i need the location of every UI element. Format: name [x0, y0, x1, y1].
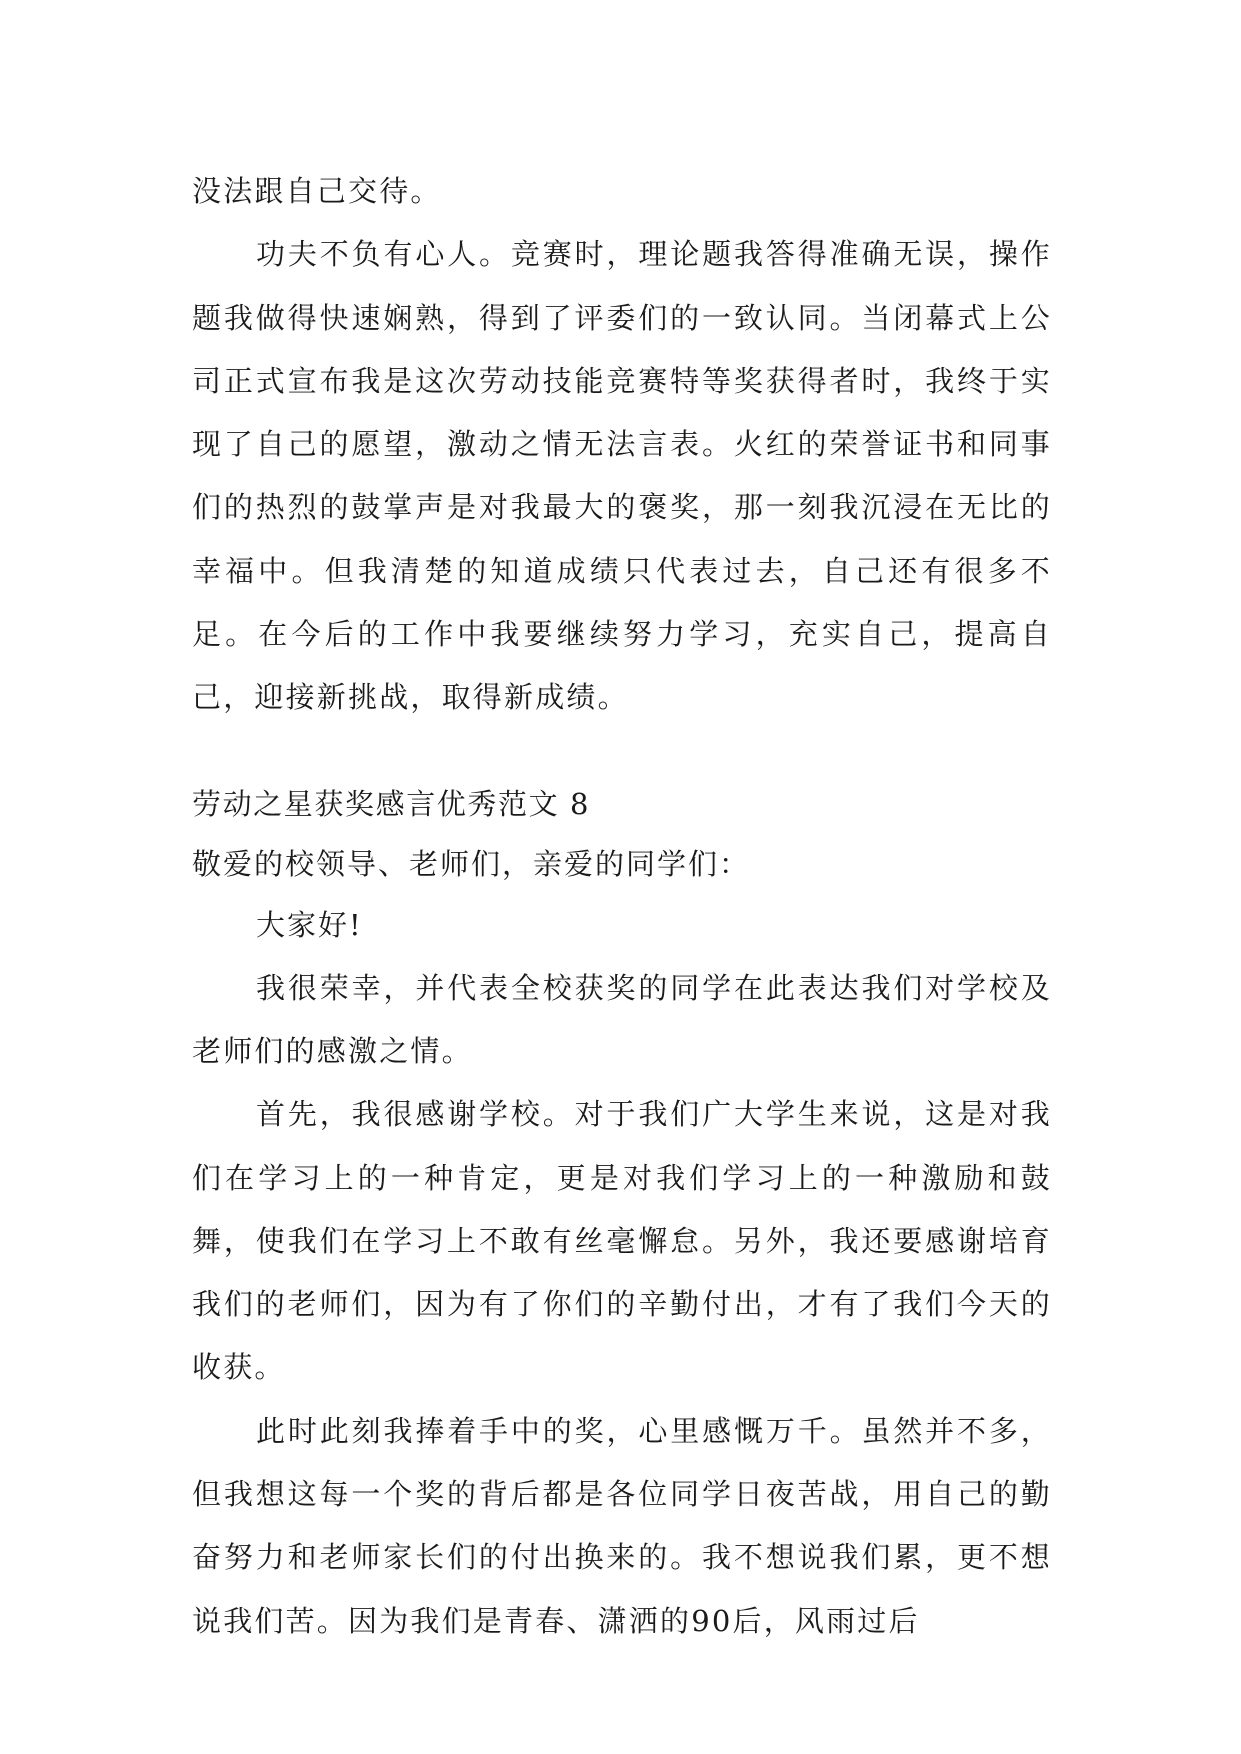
- document-body: [192, 160, 1052, 1653]
- paragraph-competition: 功夫不负有心人。竞赛时，理论题我答得准确无误，操作题我做得快速娴熟，得到了评委们的一致认同。当闭幕式上公司正式宣布我是这次劳动技能竞赛特等奖获得者时，我终于实现了自己的愿望，激动之情无法言表。火红的荣誉证书和同事们的热烈的鼓掌声是对我最大的褒奖，那一刻我沉浸在无比的幸福中。但我清楚的知道成绩只代表过去，自己还有很多不足。在今后的工作中我要继续努力学习，充实自己，提高自己，迎接新挑战，取得新成绩。: [192, 237, 1052, 715]
- paragraph-thanks-school: 首先，我很感谢学校。对于我们广大学生来说，这是对我们在学习上的一种肯定，更是对我们学习上的一种激励和鼓舞，使我们在学习上不敢有丝毫懈怠。另外，我还要感谢培育我们的老师们，因为有了你们的辛勤付出，才有了我们今天的收获。: [192, 1097, 1052, 1385]
- section-title: 劳动之星获奖感言优秀范文 8: [192, 786, 591, 821]
- paragraph-gratitude: 我很荣幸，并代表全校获奖的同学在此表达我们对学校及老师们的感激之情。: [192, 970, 1052, 1068]
- section-gap: [192, 730, 1052, 774]
- salutation: 敬爱的校领导、老师们，亲爱的同学们：: [192, 846, 751, 881]
- paragraph-reflection: 此时此刻我捧着手中的奖，心里感慨万千。虽然并不多，但我想这每一个奖的背后都是各位同学日夜苦战，用自己的勤奋努力和老师家长们的付出换来的。我不想说我们累，更不想说我们苦。因为我们是青春、潇洒的90后，风雨过后: [192, 1413, 1052, 1638]
- greeting: 大家好!: [256, 907, 363, 942]
- continuation-line: 没法跟自己交待。: [192, 174, 442, 208]
